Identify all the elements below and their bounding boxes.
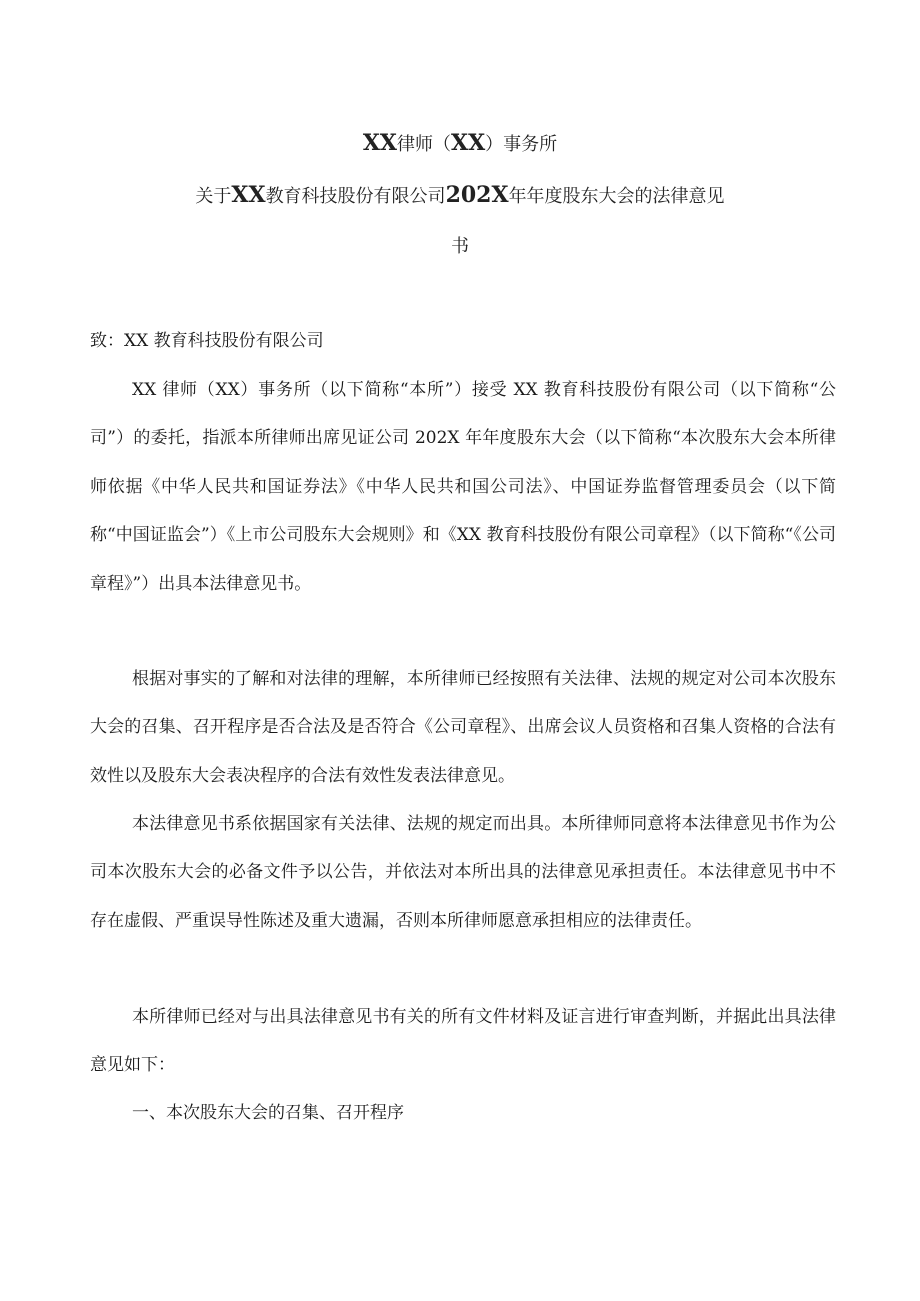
title-tail: 书 <box>451 236 469 257</box>
paragraph-engagement: XX 律师（XX）事务所（以下简称“本所”）接受 XX 教育科技股份有限公司（以下简称“公司”）的委托，指派本所律师出席见证公司 202X 年年度股东大会（以下简称“本次股东大会本所律师依据《中华人民共和国证券法》《中华人民共和国公司法》、中国证券监督管理委员会（以下简称“中国证监会”）《上市公司股东大会规则》和《XX 教育科技股份有限公司章程》（以下简称“《公司章程》”）出具本法律意见书。 <box>90 380 836 594</box>
title-line-1 <box>0 131 920 157</box>
paragraph-review: 本所律师已经对与出具法律意见书有关的所有文件材料及证言进行审查判断，并据此出具法律意见如下： <box>90 1007 836 1076</box>
title-line-2 <box>0 183 920 209</box>
title-year: 202X <box>445 182 509 208</box>
title-line-3 <box>0 235 920 259</box>
title-company-code: XX <box>231 182 266 208</box>
salutation: 致：XX 教育科技股份有限公司 <box>90 331 324 351</box>
title-about: 关于 <box>195 186 232 207</box>
title-firm-text: 律师（ <box>397 134 451 155</box>
paragraph-responsibility: 本法律意见书系依据国家有关法律、法规的规定而出具。本所律师同意将本法律意见书作为公司本次股东大会的必备文件予以公告，并依法对本所出具的法律意见承担责任。本法律意见书中不存在虚假、严重误导性陈述及重大遗漏，否则本所律师愿意承担相应的法律责任。 <box>90 814 836 931</box>
title-firm-code: XX <box>362 130 397 156</box>
section-heading: 一、本次股东大会的召集、召开程序 <box>132 1103 404 1123</box>
title-firm-suffix: ）事务所 <box>485 134 558 155</box>
paragraph-scope: 根据对事实的了解和对法律的理解，本所律师已经按照有关法律、法规的规定对公司本次股东大会的召集、召开程序是否合法及是否符合《公司章程》、出席会议人员资格和召集人资格的合法有效性以及股东大会表决程序的合法有效性发表法律意见。 <box>90 669 836 786</box>
title-company-name: 教育科技股份有限公司 <box>265 186 446 207</box>
title-firm-city: XX <box>451 130 486 156</box>
title-meeting: 年年度股东大会的法律意见 <box>508 186 725 207</box>
